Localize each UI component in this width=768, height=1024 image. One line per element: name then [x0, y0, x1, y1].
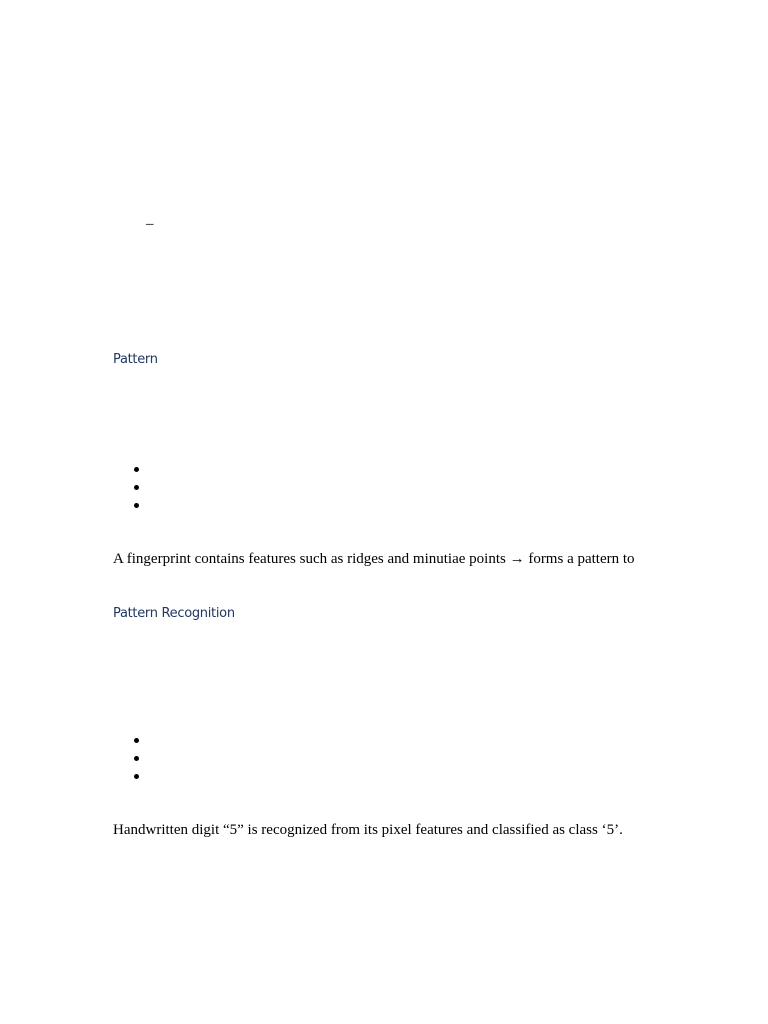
- dash-mark: –: [146, 216, 154, 232]
- bullet-icon: [134, 503, 139, 508]
- section-heading-pattern: Pattern: [113, 352, 158, 367]
- section-heading-pattern-recognition: Pattern Recognition: [113, 606, 235, 621]
- bullet-icon: [134, 485, 139, 490]
- bullet-icon: [134, 756, 139, 761]
- bullet-icon: [134, 774, 139, 779]
- example-paragraph-pattern: A fingerprint contains features such as ridges and minutiae points → forms a pattern to: [113, 551, 635, 567]
- example-paragraph-pattern-recognition: Handwritten digit “5” is recognized from its pixel features and classified as class ‘5’.: [113, 822, 623, 838]
- bullet-icon: [134, 467, 139, 472]
- bullet-icon: [134, 738, 139, 743]
